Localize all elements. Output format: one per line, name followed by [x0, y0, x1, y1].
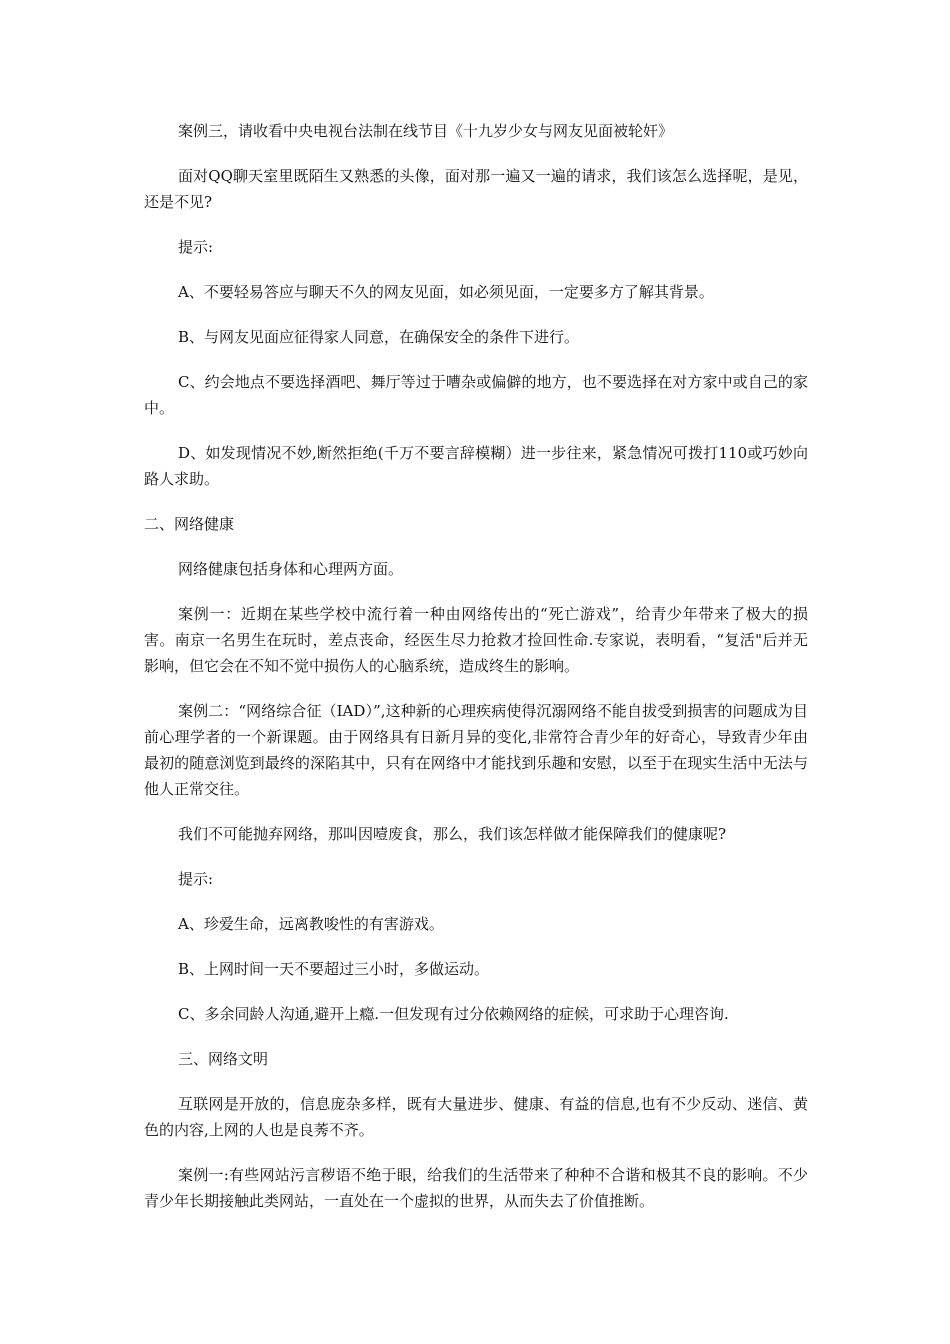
paragraph-civility-case-1: 案例一:有些网站污言秽语不绝于眼，给我们的生活带来了种种不合谐和极其不良的影响。不少青少年长期接触此类网站，一直处在一个虚拟的世界，从而失去了价值推断。: [144, 1166, 808, 1210]
paragraph-health-intro: 网络健康包括身体和心理两方面。: [178, 560, 404, 578]
paragraph-hint-a: A、不要轻易答应与聊天不久的网友见面，如必须见面，一定要多方了解其背景。: [178, 283, 714, 301]
paragraph-hint-d: D、如发现情况不妙,断然拒绝(千万不要言辞模糊）进一步往来，紧急情况可拨打110或巧妙向路人求助。: [144, 444, 808, 488]
paragraph-health-hint-c: C、多余同龄人沟通,避开上瘾.一但发现有过分依赖网络的症候，可求助于心理咨询.: [178, 1005, 729, 1023]
paragraph-health-question: 我们不可能抛弃网络，那叫因噎废食，那么，我们该怎样做才能保障我们的健康呢?: [178, 825, 727, 843]
paragraph-health-case-1: 案例一：近期在某些学校中流行着一种由网络传出的“死亡游戏”，给青少年带来了极大的损害。南京一名男生在玩时，差点丧命，经医生尽力抢救才捡回性命.专家说，表明看，“复活"后并无影响，但它会在不知不觉中损伤人的心脑系统，造成终生的影响。: [144, 605, 808, 675]
document-body: [144, 118, 808, 1233]
paragraph-health-hint-b: B、上网时间一天不要超过三小时，多做运动。: [178, 960, 490, 978]
paragraph-hint-c: C、约会地点不要选择酒吧、舞厅等过于嘈杂或偏僻的地方，也不要选择在对方家中或自己的家中。: [144, 373, 808, 417]
paragraph-health-hint-label: 提示:: [178, 870, 214, 888]
section-heading-network-health: 二、网络健康: [144, 515, 235, 533]
paragraph-health-hint-a: A、珍爱生命，远离教唆性的有害游戏。: [178, 915, 444, 933]
paragraph-health-case-2: 案例二：“网络综合征（IAD）”,这种新的心理疾病使得沉溺网络不能自拔受到损害的问题成为目前心理学者的一个新课题。由于网络具有日新月异的变化,非常符合青少年的好奇心，导致青少年由最初的随意浏览到最终的深陷其中，只有在网络中才能找到乐趣和安慰，以至于在现实生活中无法与他人正常交往。: [144, 702, 808, 798]
paragraph-civility-intro: 互联网是开放的，信息庞杂多样，既有大量进步、健康、有益的信息,也有不少反动、迷信、黄色的内容,上网的人也是良莠不齐。: [144, 1095, 808, 1139]
section-heading-network-civility: 三、网络文明: [178, 1050, 269, 1068]
paragraph-case-3: 案例三，请收看中央电视台法制在线节目《十九岁少女与网友见面被轮奸》: [178, 122, 674, 140]
paragraph-hint-label: 提示:: [178, 238, 214, 256]
paragraph-hint-b: B、与网友见面应征得家人同意，在确保安全的条件下进行。: [178, 328, 580, 346]
paragraph-qq-question: 面对QQ聊天室里既陌生又熟悉的头像，面对那一遍又一遍的请求，我们该怎么选择呢，是见，还是不见?: [144, 167, 808, 211]
